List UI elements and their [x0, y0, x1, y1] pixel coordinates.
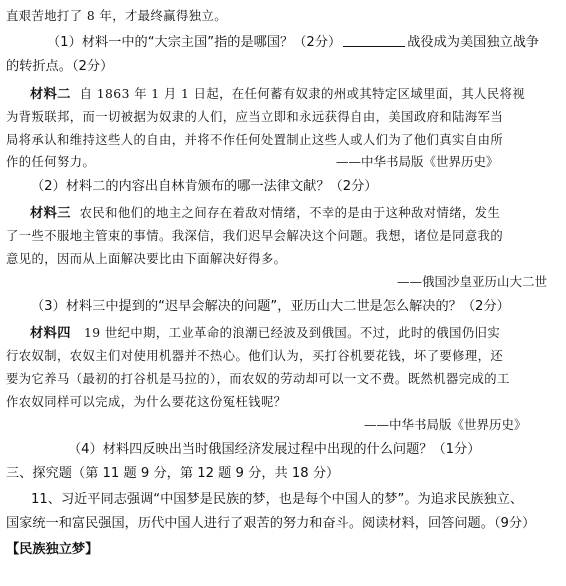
source-citation: ——中华书局版《世界历史》 [336, 154, 499, 169]
source-citation: ——中华书局版《世界历史》 [364, 417, 527, 432]
material-3-line [30, 203, 566, 224]
material-4-line: 行农奴制，农奴主们对使用机器并不热心。他们认为，买打谷机要花钱，坏了要修理，还 [6, 349, 504, 363]
material-4-line [30, 323, 566, 344]
material-2-line: 为背叛联邦，而一切被据为奴隶的人们，应当立即和永远获得自由，美国政府和陆海军当 [6, 110, 504, 124]
material-2-line [30, 84, 566, 105]
text-line: 直艰苦地打了 8 年，才最终赢得独立。 [6, 9, 227, 23]
material-label: 材料三 [30, 206, 71, 221]
material-4-line: 作农奴同样可以完成，为什么要花这份冤枉钱呢？ [6, 395, 287, 409]
section-heading: 三、探究题（第 11 题 9 分，第 12 题 9 分，共 18 分） [6, 466, 340, 481]
material-text: 19 世纪中期，工业革命的浪潮已经波及到俄国。不过，此时的俄国仍旧实 [84, 326, 501, 340]
question-1 [47, 33, 566, 53]
question-4: （4）材料四反映出当时俄国经济发展过程中出现的什么问题？（1分） [68, 442, 481, 457]
material-2-line: 作的任何努力。 [6, 155, 96, 169]
question-text: （1）材料一中的“大宗主国”指的是哪国？（2分） [47, 35, 342, 50]
answer-blank [343, 34, 405, 47]
question-2: （2）材料二的内容出自林肯颁布的哪一法律文献？（2分） [31, 179, 378, 194]
material-label: 材料二 [30, 87, 71, 102]
question-1-cont: 的转折点。（2分） [6, 59, 114, 74]
source-citation: ——俄国沙皇亚历山大二世 [397, 274, 548, 289]
question-11-cont: 国家统一和富民强国，历代中国人进行了艰苦的努力和奋斗。阅读材料，回答问题。（9分） [6, 516, 536, 531]
material-text: 农民和他们的地主之间存在着敌对情绪，不幸的是由于这种敌对情绪，发生 [79, 206, 501, 220]
question-3: （3）材料三中提到的“迟早会解决的问题”，亚历山大二世是怎么解决的？（2分） [31, 299, 510, 314]
material-label: 材料四 [30, 326, 71, 341]
material-3-line: 意见的，因而从上面解决要比由下面解决好得多。 [6, 252, 287, 266]
material-3-line: 了一些不服地主管束的事情。我深信，我们迟早会解决这个问题。我想，诸位是同意我的 [6, 229, 504, 243]
material-text: 自 1863 年 1 月 1 日起，在任何蓄有奴隶的州或其特定区域里面，其人民将视 [79, 87, 526, 101]
subsection-heading: 【民族独立梦】 [6, 542, 99, 557]
material-4-line: 要为它养马（最初的打谷机是马拉的），而农奴的劳动却可以一文不费。既然机器完成的工 [6, 372, 510, 386]
question-11: 11、习近平同志强调“中国梦是民族的梦，也是每个中国人的梦”。为追求民族独立、 [31, 492, 524, 507]
question-text: 战役成为美国独立战争 [407, 35, 540, 50]
material-2-line: 局将承认和维持这些人的自由，并将不作任何处置制止这些人或人们为了他们真实自由所 [6, 133, 504, 147]
